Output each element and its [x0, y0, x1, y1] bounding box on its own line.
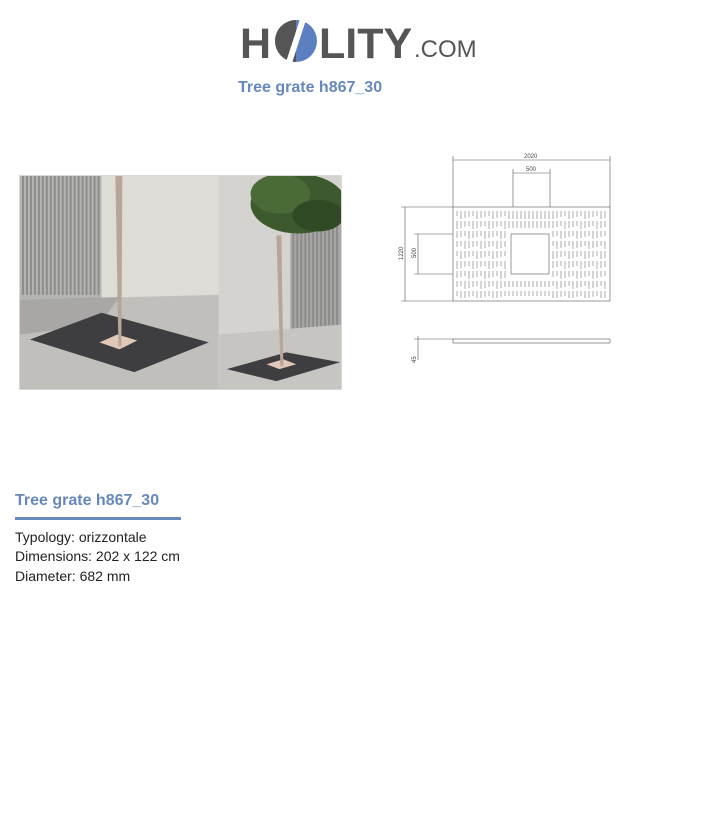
dimension-height: 1220 [399, 246, 405, 260]
holity-logo[interactable] [240, 10, 485, 68]
logo-suffix: .COM [414, 36, 477, 63]
product-title: Tree grate h867_30 [15, 492, 160, 509]
dimension-opening-width: 500 [526, 167, 537, 173]
spec-diameter: Diameter: 682 mm [15, 567, 131, 584]
dimension-width: 2020 [524, 154, 538, 160]
dimension-thickness: 45 [412, 356, 418, 363]
logo-wordmark-lity: LITY [319, 20, 413, 68]
title-underline [15, 517, 181, 520]
spec-dimensions: Dimensions: 202 x 122 cm [15, 548, 180, 565]
holity-o-logo-icon [275, 16, 317, 65]
spec-list [15, 528, 180, 586]
product-photo[interactable] [19, 175, 342, 390]
page-title: Tree grate h867_30 [238, 79, 383, 96]
grate-opening [511, 234, 549, 274]
grate-profile [453, 339, 610, 343]
spec-typology: Typology: orizzontale [15, 529, 147, 545]
photo-left-panel [20, 176, 219, 389]
logo-wordmark-h: H [240, 20, 272, 68]
photo-right-panel [219, 175, 342, 389]
dimension-opening-height: 500 [412, 247, 418, 258]
technical-drawing[interactable] [392, 150, 617, 365]
